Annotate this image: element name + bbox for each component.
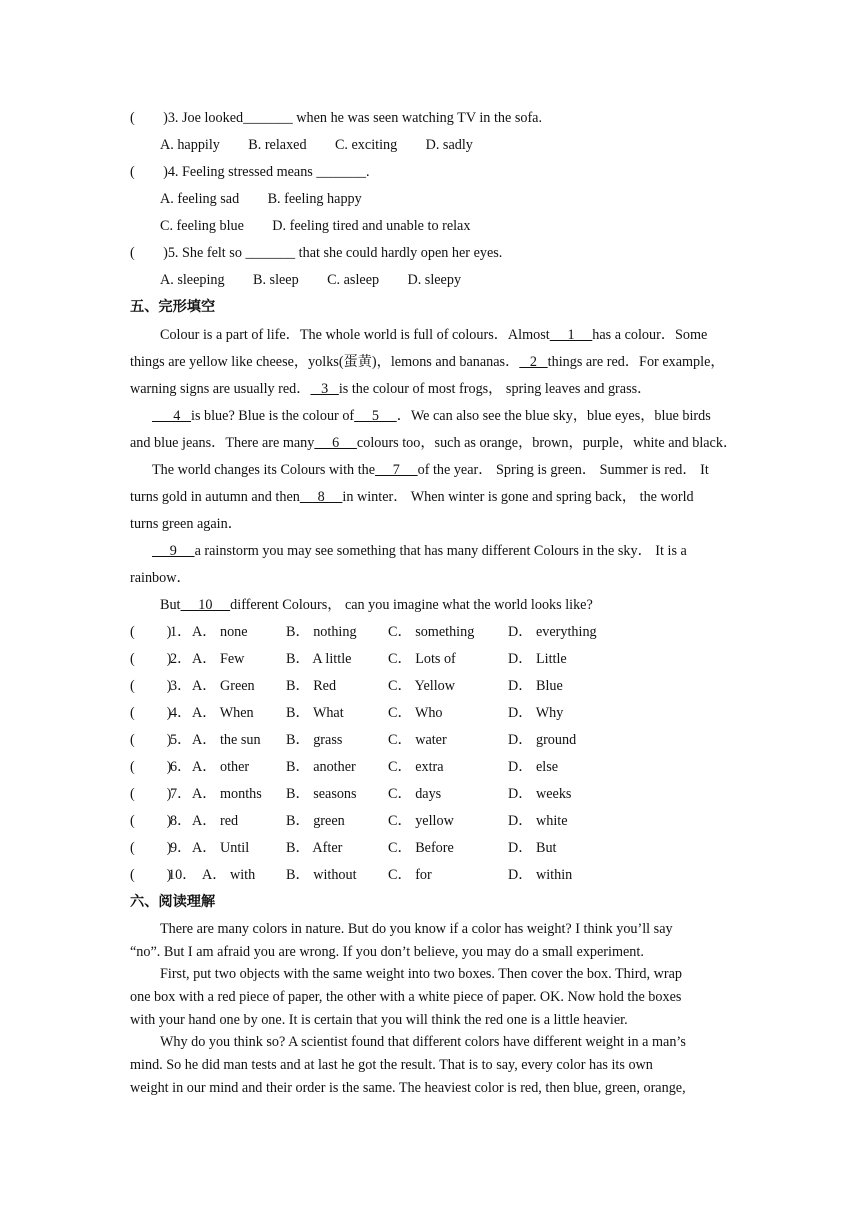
answer-paren: ( ) bbox=[130, 624, 172, 640]
reading-line: weight in our mind and their order is the same. The heaviest color is red, then blue, green, orange, bbox=[130, 1080, 686, 1096]
option-b: B． seasons bbox=[286, 786, 357, 802]
passage-line: turns green again． bbox=[130, 516, 242, 532]
question-5-options: A. sleeping B. sleep C. asleep D. sleepy bbox=[160, 272, 462, 288]
option-d: D． ground bbox=[508, 732, 577, 748]
blank-1: 1 bbox=[549, 327, 593, 343]
reading-line: First, put two objects with the same weight into two boxes. Then cover the box. Third, wrap bbox=[160, 966, 682, 982]
option-a: A． none bbox=[192, 624, 248, 640]
option-a: A． Until bbox=[192, 840, 250, 856]
reading-line: Why do you think so? A scientist found that different colors have different weight in a man’s bbox=[160, 1034, 686, 1050]
question-4: ( )4. Feeling stressed means _______. bbox=[130, 164, 370, 180]
option-c: C． water bbox=[388, 732, 447, 748]
blank-9: 9 bbox=[152, 543, 195, 559]
answer-paren: ( ) bbox=[130, 651, 172, 667]
reading-line: mind. So he did man tests and at last he got the result. That is to say, every color has its own bbox=[130, 1057, 653, 1073]
option-b: B． After bbox=[286, 840, 343, 856]
option-a: A． other bbox=[192, 759, 250, 775]
answer-paren: ( ) bbox=[130, 786, 172, 802]
option-c: C． Lots of bbox=[388, 651, 456, 667]
option-b: B． A little bbox=[286, 651, 352, 667]
reading-line: one box with a red piece of paper, the other with a white piece of paper. OK. Now hold the boxes bbox=[130, 989, 682, 1005]
option-a: A． the sun bbox=[192, 732, 261, 748]
reading-line: There are many colors in nature. But do you know if a color has weight? I think you’ll say bbox=[160, 921, 673, 937]
option-a: A． months bbox=[192, 786, 262, 802]
answer-paren: ( ) bbox=[130, 705, 172, 721]
option-b: B． another bbox=[286, 759, 356, 775]
option-c: C． something bbox=[388, 624, 475, 640]
option-c: C． days bbox=[388, 786, 442, 802]
question-number: 9． bbox=[170, 840, 192, 856]
option-d: D． weeks bbox=[508, 786, 572, 802]
passage-line: 4 is blue? Blue is the colour of 5 ．We can also see the blue sky，blue eyes，blue birds bbox=[152, 408, 711, 424]
question-3-options: A. happily B. relaxed C. exciting D. sadly bbox=[160, 137, 473, 153]
reading-line: “no”. But I am afraid you are wrong. If you don’t believe, you may do a small experiment. bbox=[130, 944, 644, 960]
option-b: B． without bbox=[286, 867, 357, 883]
option-a: A． Green bbox=[192, 678, 255, 694]
section-heading-reading: 六、阅读理解 bbox=[130, 894, 216, 910]
option-b: B． green bbox=[286, 813, 345, 829]
option-a: A． red bbox=[192, 813, 239, 829]
question-5: ( )5. She felt so _______ that she could hardly open her eyes. bbox=[130, 245, 503, 261]
blank-4: 4 bbox=[152, 408, 192, 424]
question-number: 7． bbox=[170, 786, 192, 802]
answer-paren: ( ) bbox=[130, 759, 172, 775]
option-d: D． Why bbox=[508, 705, 564, 721]
option-d: D． Blue bbox=[508, 678, 563, 694]
option-d: D． white bbox=[508, 813, 568, 829]
blank-8: 8 bbox=[299, 489, 343, 505]
passage-line: 9 a rainstorm you may see something that has many different Colours in the sky． It is a bbox=[152, 543, 687, 559]
blank-5: 5 bbox=[354, 408, 397, 424]
passage-line: warning signs are usually red． 3 is the colour of most frogs， spring leaves and grass． bbox=[130, 381, 652, 397]
answer-paren: ( ) bbox=[130, 867, 172, 883]
option-c: C． Before bbox=[388, 840, 454, 856]
passage-line: The world changes its Colours with the 7 of the year． Spring is green． Summer is red． It bbox=[152, 462, 709, 478]
answer-paren: ( ) bbox=[130, 732, 172, 748]
passage-line: rainbow． bbox=[130, 570, 191, 586]
blank-2: 2 bbox=[519, 354, 548, 370]
option-c: C． yellow bbox=[388, 813, 454, 829]
passage-line: turns gold in autumn and then 8 in winter． When winter is gone and spring back， the world bbox=[130, 489, 694, 505]
question-3: ( )3. Joe looked_______ when he was seen watching TV in the sofa. bbox=[130, 110, 543, 126]
option-d: D． within bbox=[508, 867, 573, 883]
option-b: B． grass bbox=[286, 732, 343, 748]
option-b: B． nothing bbox=[286, 624, 357, 640]
option-c: C． Who bbox=[388, 705, 443, 721]
blank-6: 6 bbox=[314, 435, 357, 451]
option-d: D． Little bbox=[508, 651, 567, 667]
question-number: 1． bbox=[170, 624, 192, 640]
blank-10: 10 bbox=[180, 597, 231, 613]
question-number: 10． bbox=[168, 867, 197, 883]
option-d: D． else bbox=[508, 759, 559, 775]
question-4-options-line1: A. feeling sad B. feeling happy bbox=[160, 191, 362, 207]
option-a: A． When bbox=[192, 705, 254, 721]
passage-line: But 10 different Colours， can you imagine what the world looks like? bbox=[160, 597, 593, 613]
option-b: B． Red bbox=[286, 678, 337, 694]
question-number: 3． bbox=[170, 678, 192, 694]
option-c: C． Yellow bbox=[388, 678, 456, 694]
section-heading-cloze: 五、完形填空 bbox=[130, 299, 216, 315]
option-a: A． with bbox=[202, 867, 256, 883]
option-d: D． But bbox=[508, 840, 557, 856]
passage-line: things are yellow like cheese，yolks(蛋黄)，lemons and bananas． 2 things are red．For example， bbox=[130, 354, 725, 370]
blank-7: 7 bbox=[375, 462, 418, 478]
question-number: 2． bbox=[170, 651, 192, 667]
answer-paren: ( ) bbox=[130, 678, 172, 694]
option-a: A． Few bbox=[192, 651, 245, 667]
reading-line: with your hand one by one. It is certain that you will think the red one is a little heavier. bbox=[130, 1012, 628, 1028]
option-d: D． everything bbox=[508, 624, 597, 640]
option-b: B． What bbox=[286, 705, 344, 721]
passage-line: and blue jeans．There are many 6 colours too，such as orange，brown，purple，white and black． bbox=[130, 435, 738, 451]
option-c: C． for bbox=[388, 867, 432, 883]
blank-3: 3 bbox=[310, 381, 339, 397]
option-c: C． extra bbox=[388, 759, 444, 775]
question-number: 8． bbox=[170, 813, 192, 829]
question-4-options-line2: C. feeling blue D. feeling tired and unable to relax bbox=[160, 218, 471, 234]
question-number: 5． bbox=[170, 732, 192, 748]
question-number: 6． bbox=[170, 759, 192, 775]
question-number: 4． bbox=[170, 705, 192, 721]
answer-paren: ( ) bbox=[130, 813, 172, 829]
answer-paren: ( ) bbox=[130, 840, 172, 856]
passage-line: Colour is a part of life．The whole world is full of colours．Almost 1 has a colour．Some bbox=[160, 327, 708, 343]
